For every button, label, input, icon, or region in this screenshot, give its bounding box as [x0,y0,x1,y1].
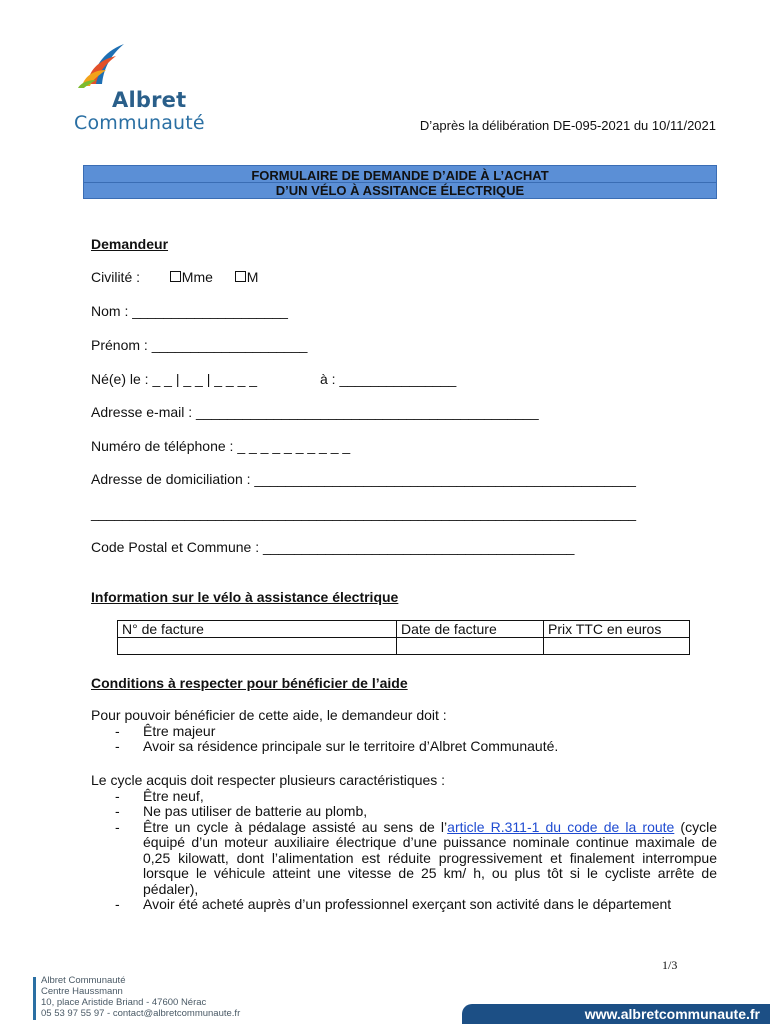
column-invoice-date: Date de facture [397,621,544,638]
list-item: - Avoir été acheté auprès d’un professionnel exerçant son activité dans le département [115,896,672,912]
address-field[interactable]: Adresse de domiciliation : _________________________________________________ [91,471,636,487]
code-de-la-route-link[interactable]: article R.311-1 du code de la route [447,818,675,835]
form-title-line2: D’UN VÉLO À ASSITANCE ÉLECTRIQUE [275,183,525,198]
phone-field[interactable]: Numéro de téléphone : _ _ _ _ _ _ _ _ _ _ [91,438,351,454]
list-item: - Ne pas utiliser de batterie au plomb, [115,803,368,819]
option-m-label: M [246,269,259,285]
conditions-cycle [91,773,717,913]
page-number: 1/3 [662,958,678,972]
conditions-intro-2: Le cycle acquis doit respecter plusieurs caractéristiques : [91,772,446,788]
conditions-intro-1: Pour pouvoir bénéficier de cette aide, le demandeur doit : [91,707,447,723]
nom-field[interactable]: Nom : ____________________ [91,303,288,319]
footer-line: 10, place Aristide Briand - 47600 Nérac [41,997,207,1008]
postal-code-field[interactable]: Code Postal et Commune : ________________________________________ [91,539,575,555]
checkbox-mme[interactable] [170,271,181,282]
demandeur-heading: Demandeur [91,236,169,252]
table-row [118,638,690,655]
logo-name: Albret [112,88,187,112]
column-invoice-number: N° de facture [118,621,397,638]
conditions-heading: Conditions à respecter pour bénéficier de l’aide [91,675,408,691]
velo-heading: Information sur le vélo à assistance électrique [91,589,399,605]
list-item: - Être un cycle à pédalage assisté au sens de l’article R.311-1 du code de la route (cycle équipé d’un moteur auxiliaire électrique d’une puissance nominale continue maximale de 0,25 kilowatt, dont l’alimentation est réduite progressivement et finalement interrompue lorsque le véhicule atteint une vitesse de 25 km/ h, ou plus tôt si le cycliste arrête de pédaler), [115,818,717,897]
form-title-line1: FORMULAIRE DE DEMANDE D’AIDE À L’ACHAT [251,168,549,183]
footer-address [41,975,240,1019]
albret-logo [72,40,222,132]
invoice-table [117,620,690,655]
birthplace-field[interactable]: à : _______________ [320,371,457,387]
price-cell[interactable] [544,638,690,655]
invoice-number-cell[interactable] [118,638,397,655]
option-mme-label: Mme [181,269,213,285]
prenom-field[interactable]: Prénom : ____________________ [91,337,308,353]
email-field[interactable]: Adresse e-mail : ____________________________________________ [91,404,539,420]
civilite-row [91,269,258,285]
column-price: Prix TTC en euros [544,621,690,638]
list-item: - Avoir sa résidence principale sur le territoire d’Albret Communauté. [115,738,559,754]
logo-subtitle: Communauté [74,112,205,134]
table-header-row [118,621,690,638]
footer-website-banner [462,1004,770,1024]
form-title [83,165,717,199]
website-link[interactable]: www.albretcommunaute.fr [584,1006,760,1022]
footer-line: 05 53 97 55 97 - contact@albretcommunaute.fr [41,1008,241,1019]
checkbox-m[interactable] [235,271,246,282]
deliberation-reference: D’après la délibération DE-095-2021 du 10/11/2021 [419,118,716,133]
footer-line: Centre Haussmann [41,986,123,997]
list-item: - Être majeur [115,722,216,739]
footer-accent-bar [33,977,36,1020]
list-item: - Être neuf, [115,787,204,804]
footer-line: Albret Communauté [41,975,126,986]
address-field-line2[interactable]: ______________________________________________________________________ [91,505,637,521]
civilite-label: Civilité : [91,269,141,285]
invoice-date-cell[interactable] [397,638,544,655]
conditions-demandeur [91,708,717,755]
birthdate-field[interactable]: Né(e) le : _ _ | _ _ | _ _ _ _ [91,371,258,387]
